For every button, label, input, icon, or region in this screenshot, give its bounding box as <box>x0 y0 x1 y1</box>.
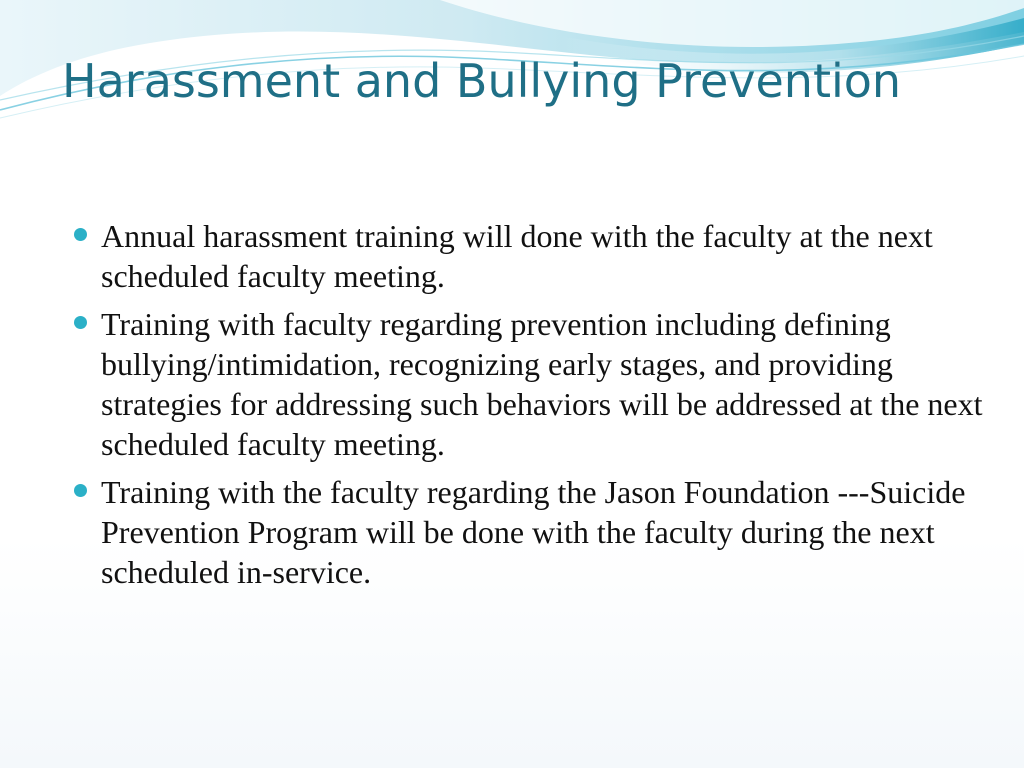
bullet-list <box>74 216 984 600</box>
bullet-item <box>74 304 984 464</box>
bullet-text: Training with the faculty regarding the Jason Foundation ---Suicide Prevention Program will be done with the faculty during the next scheduled in-service. <box>101 474 966 590</box>
bullet-item <box>74 472 984 592</box>
bullet-dot-icon <box>74 316 87 329</box>
bullet-item <box>74 216 984 296</box>
bullet-dot-icon <box>74 484 87 497</box>
bullet-dot-icon <box>74 228 87 241</box>
bullet-text: Training with faculty regarding prevention including defining bullying/intimidation, recognizing early stages, and providing strategies for addressing such behaviors will be addressed at the next scheduled faculty meeting. <box>101 306 983 462</box>
bullet-text: Annual harassment training will done with the faculty at the next scheduled faculty meeting. <box>101 218 933 294</box>
slide-title: Harassment and Bullying Prevention <box>62 54 902 108</box>
